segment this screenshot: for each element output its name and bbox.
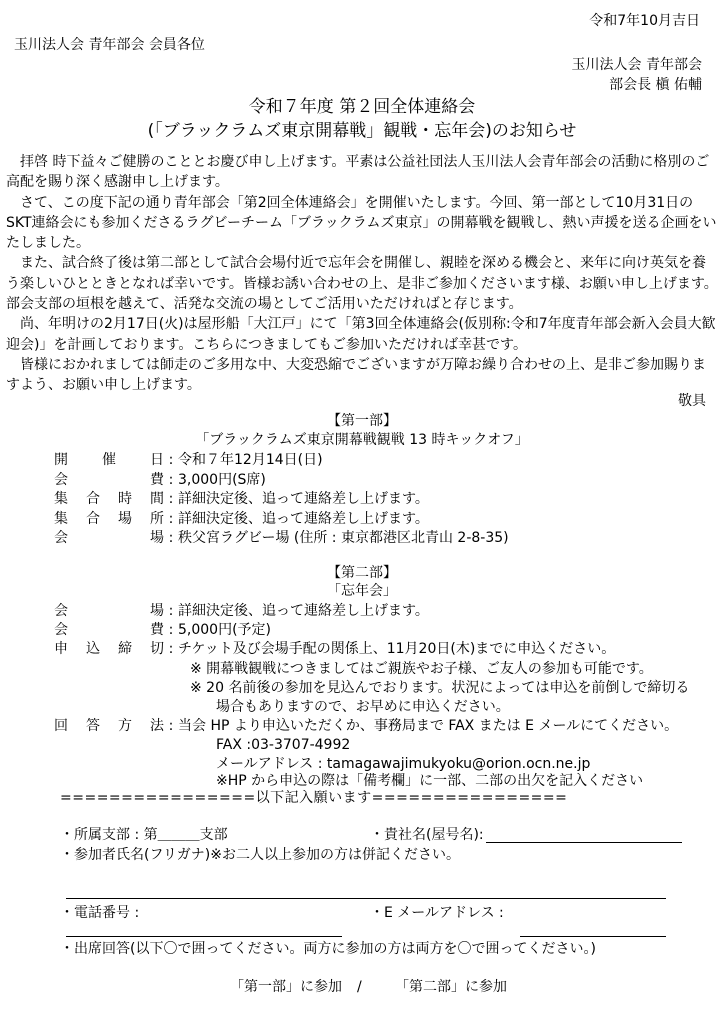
row-label: 開催日 [54, 452, 164, 468]
attendance-label: ・出席回答(以下〇で囲ってください。両方に参加の方は両方を〇で囲ってください。) [60, 941, 596, 957]
row-value: 5,000円(予定) [178, 622, 272, 638]
row-label: 集合時間 [54, 491, 164, 507]
branch-field-label: ・所属支部 : 第＿＿＿支部 [60, 827, 228, 843]
note-family: ※ 開幕戦観戦につきましてはご親族やお子様、ご友人の参加も可能です。 [190, 661, 653, 677]
row-value: 3,000円(S席) [178, 472, 266, 488]
row-label: 集合場所 [54, 511, 164, 527]
option-divider: / [357, 979, 362, 995]
row-label: 回答方法 [54, 718, 164, 734]
body-paragraph: 拝啓 時下益々ご健勝のこととお慶び申し上げます。平素は公益社団法人玉川法人会青年部会の活動に格別のご高配を賜り深く感謝申し上げます。 [6, 154, 710, 191]
body-paragraph: さて、この度下記の通り青年部会「第2回全体連絡会」を開催いたします。今回、第一部として10月31日のSKT連絡会にも参加くださるラグビーチーム「ブラックラムズ東京」の開幕戦を観戦し、熱い声援を送る企画をいたしました。 [6, 194, 717, 252]
row-value: 令和７年12月14日(日) [178, 452, 323, 468]
phone-field-label: ・電話番号 : [60, 905, 140, 921]
part1-row-fee: 会費 : 3,000円(S席) [54, 472, 266, 488]
answer-method-row: 回答方法 : 当会 HP より申込いただくか、事務局まで FAX または E メールにてください。 [54, 718, 679, 734]
separator-line: ================以下記入願います================ [60, 790, 568, 806]
participants-field-label: ・参加者氏名(フリガナ)※お二人以上参加の方は併記ください。 [60, 847, 460, 863]
row-label: 会費 [54, 472, 164, 488]
row-value: 当会 HP より申込いただくか、事務局まで FAX または E メールにてください。 [178, 718, 679, 734]
sender-name: 部会長 槇 佑輔 [609, 77, 702, 93]
title-line-1: 令和７年度 第２回全体連絡会 [248, 97, 476, 117]
participants-field[interactable] [66, 898, 666, 899]
part1-row-date: 開催日 : 令和７年12月14日(日) [54, 452, 323, 468]
row-label: 会費 [54, 622, 164, 638]
part2-heading: 【第二部】 [327, 565, 397, 581]
fax-number: FAX :03-3707-4992 [216, 737, 351, 753]
letter-body [6, 152, 718, 396]
sender-org: 玉川法人会 青年部会 [571, 57, 702, 73]
row-value: チケット及び会場手配の関係上、11月20日(木)までに申込ください。 [178, 641, 616, 657]
title-line-2: (「ブラックラムズ東京開幕戦」観戦・忘年会)のお知らせ [147, 121, 577, 141]
part1-row-time: 集合時間 : 詳細決定後、追って連絡差し上げます。 [54, 491, 429, 507]
attend-part2-option[interactable]: 「第二部」に参加 [395, 979, 507, 995]
row-label: 会場 [54, 603, 164, 619]
part1-subtitle: 「ブラックラムズ東京開幕戦観戦 13 時キックオフ」 [195, 432, 529, 448]
addressee: 玉川法人会 青年部会 会員各位 [14, 37, 205, 53]
row-value: 詳細決定後、追って連絡差し上げます。 [178, 491, 429, 507]
row-label: 会場 [54, 530, 164, 546]
email-field-label: ・E メールアドレス : [370, 905, 504, 921]
attend-part1-option[interactable]: 「第一部」に参加 [230, 979, 342, 995]
company-field-label: ・貴社名(屋号名): [370, 827, 484, 843]
part2-row-fee: 会費 : 5,000円(予定) [54, 622, 272, 638]
part2-row-venue: 会場 : 詳細決定後、追って連絡差し上げます。 [54, 603, 429, 619]
email-field[interactable] [520, 936, 666, 937]
phone-field[interactable] [66, 936, 342, 937]
part1-heading: 【第一部】 [327, 413, 397, 429]
row-value: 詳細決定後、追って連絡差し上げます。 [178, 511, 429, 527]
part2-subtitle: 「忘年会」 [327, 583, 397, 599]
document-date: 令和7年10月吉日 [589, 13, 700, 29]
body-paragraph: 皆様におかれましては師走のご多用な中、大変恐縮でございますが万障お繰り合わせの上、是非ご参加賜りますよう、お願い申し上げます。 [6, 356, 706, 394]
body-paragraph: 尚、年明けの2月17日(火)は屋形船「大江戸」にて「第3回全体連絡会(仮別称:令和7年度青年部会新入会員大歓迎会)」を計画しております。こちらにつきましてもご参加いただければ幸甚です。 [6, 316, 716, 353]
part1-row-venue: 会場 : 秩父宮ラグビー場 (住所 : 東京都港区北青山 2-8-35) [54, 530, 509, 546]
body-paragraph: また、試合終了後は第二部として試合会場付近で忘年会を開催し、親睦を深める機会と、来年に向け英気を養う楽しいひとときとなれば幸いです。皆様お誘い合わせの上、是非ご参加くださいます様、お願い申し上げます。部会支部の垣根を越えて、活発な交流の場としてご活用いただければと存じます。 [6, 255, 718, 313]
row-value: 秩父宮ラグビー場 (住所 : 東京都港区北青山 2-8-35) [178, 530, 509, 546]
row-value: 詳細決定後、追って連絡差し上げます。 [178, 603, 429, 619]
note-capacity: ※ 20 名前後の参加を見込んでおります。状況によっては申込を前倒しで締切る [190, 680, 690, 696]
part2-row-deadline: 申込締切 : チケット及び会場手配の関係上、11月20日(木)までに申込ください。 [54, 641, 616, 657]
closing: 敬具 [678, 393, 706, 409]
part1-row-meeting-place: 集合場所 : 詳細決定後、追って連絡差し上げます。 [54, 511, 429, 527]
company-field[interactable] [486, 842, 682, 843]
hp-note: ※HP から申込の際は「備考欄」に一部、二部の出欠を記入ください [216, 773, 644, 789]
email-address: メールアドレス : tamagawajimukyoku@orion.ocn.ne.jp [216, 756, 591, 772]
note-capacity-cont: 場合もありますので、お早めに申込ください。 [216, 699, 510, 715]
row-label: 申込締切 [54, 641, 164, 657]
